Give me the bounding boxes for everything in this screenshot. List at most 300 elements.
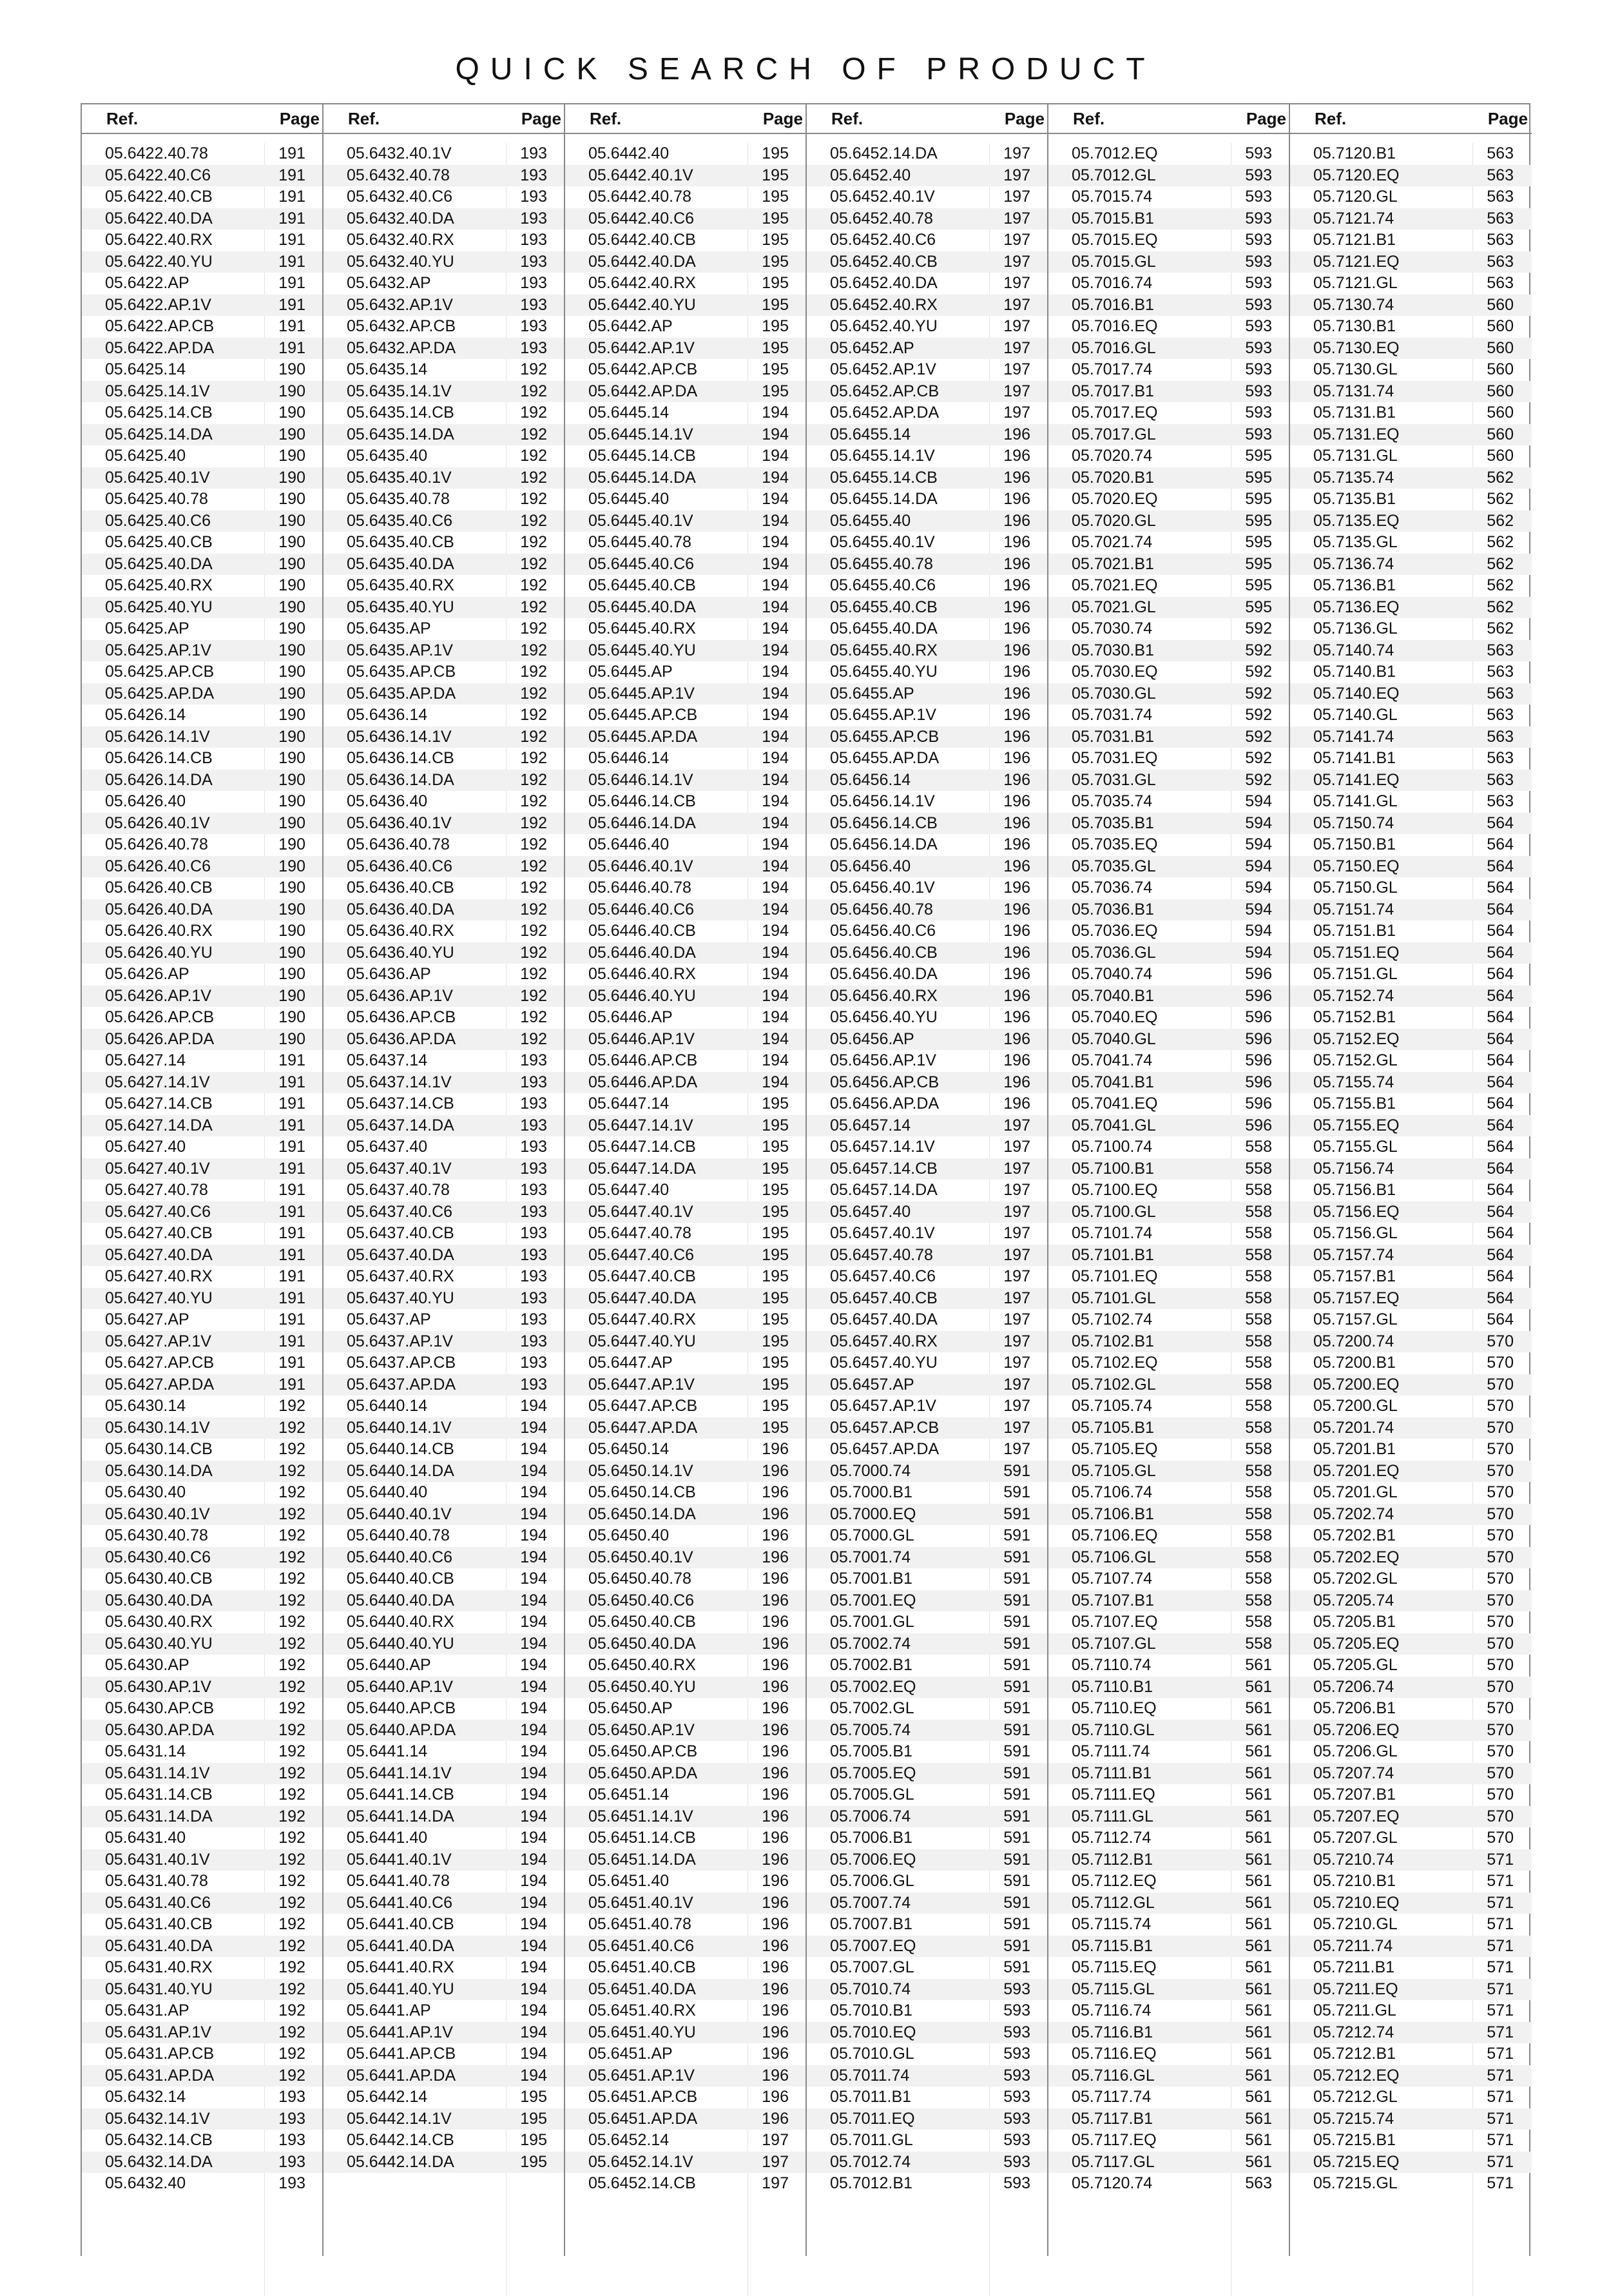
table-row — [565, 445, 807, 467]
page-number: 563 — [1245, 2174, 1272, 2192]
product-ref: 05.7201.B1 — [1313, 1440, 1396, 1458]
table-row — [807, 986, 1048, 1007]
product-ref: 05.6441.14.1V — [347, 1764, 452, 1782]
product-ref: 05.7201.74 — [1313, 1418, 1394, 1437]
product-ref: 05.7150.EQ — [1313, 857, 1400, 875]
page-number: 593 — [1003, 2174, 1030, 2192]
table-row — [807, 1093, 1048, 1115]
table-row — [807, 618, 1048, 640]
page-number: 192 — [520, 813, 547, 832]
product-ref: 05.6425.40 — [105, 447, 186, 465]
table-row — [1048, 2152, 1290, 2174]
product-ref: 05.6431.14.1V — [105, 1764, 210, 1782]
page-number: 558 — [1245, 1483, 1272, 1501]
table-row — [1290, 2152, 1532, 2174]
product-ref: 05.7015.GL — [1072, 252, 1156, 271]
table-row — [1290, 1568, 1532, 1590]
product-ref: 05.7157.74 — [1313, 1245, 1394, 1264]
product-ref: 05.7117.EQ — [1072, 2131, 1157, 2149]
page-number: 196 — [762, 1526, 789, 1544]
product-ref: 05.6426.14.CB — [105, 749, 213, 767]
page-number: 196 — [762, 1591, 789, 1610]
table-row — [323, 316, 565, 338]
product-ref: 05.6442.AP.1V — [588, 338, 695, 357]
page-number: 192 — [278, 1980, 305, 1998]
product-ref: 05.7001.B1 — [830, 1570, 912, 1588]
table-row — [82, 1180, 323, 1202]
page-number: 194 — [520, 1440, 547, 1458]
page-number: 591 — [1003, 1504, 1030, 1523]
page-number: 563 — [1487, 188, 1514, 206]
page-number: 193 — [520, 1310, 547, 1328]
column-header — [323, 103, 565, 134]
table-row — [1048, 2065, 1290, 2087]
page-number: 593 — [1245, 144, 1272, 162]
table-row — [323, 1979, 565, 2001]
page-number: 195 — [762, 1354, 789, 1372]
product-ref: 05.6450.14 — [588, 1440, 670, 1458]
column-header — [82, 103, 323, 134]
product-ref: 05.7006.B1 — [830, 1829, 912, 1847]
product-ref: 05.7210.EQ — [1313, 1893, 1400, 1912]
product-ref: 05.6426.40.YU — [105, 943, 213, 962]
page-number: 570 — [1487, 1807, 1514, 1825]
page-number: 190 — [278, 922, 305, 940]
product-ref: 05.6426.40.C6 — [105, 857, 211, 875]
page-number: 197 — [1003, 1310, 1030, 1328]
page-number: 193 — [520, 317, 547, 335]
table-row — [565, 1720, 807, 1742]
page-number: 196 — [1003, 533, 1030, 551]
table-row — [1290, 1245, 1532, 1267]
table-row — [565, 1396, 807, 1417]
product-ref: 05.7212.B1 — [1313, 2045, 1396, 2063]
page-number: 191 — [278, 1375, 305, 1394]
product-ref: 05.7200.EQ — [1313, 1375, 1400, 1394]
page-number: 561 — [1245, 1699, 1272, 1717]
table-row — [1290, 1309, 1532, 1331]
product-ref: 05.6455.40.RX — [830, 641, 938, 659]
product-ref: 05.6426.14.DA — [105, 770, 213, 789]
page-number: 558 — [1245, 1267, 1272, 1285]
product-ref: 05.6425.40.RX — [105, 576, 213, 594]
table-row — [807, 1482, 1048, 1504]
product-ref: 05.7207.GL — [1313, 1829, 1398, 1847]
page-number: 571 — [1487, 2152, 1514, 2171]
page-number: 570 — [1487, 1397, 1514, 1415]
product-ref: 05.7141.B1 — [1313, 749, 1396, 767]
table-row — [323, 1482, 565, 1504]
table-row — [1048, 1720, 1290, 1742]
product-ref: 05.7000.B1 — [830, 1483, 912, 1501]
table-row — [323, 229, 565, 251]
table-row — [1290, 2065, 1532, 2087]
table-row — [323, 338, 565, 360]
page-number: 195 — [762, 317, 789, 335]
table-row — [807, 1202, 1048, 1223]
table-row — [323, 920, 565, 942]
page-number: 191 — [278, 1181, 305, 1199]
product-ref: 05.7030.B1 — [1072, 641, 1154, 659]
ref-header: Ref. — [348, 109, 380, 128]
product-ref: 05.6445.AP — [588, 663, 673, 681]
column-separator — [322, 103, 323, 2256]
table-row — [82, 316, 323, 338]
table-row — [807, 2130, 1048, 2152]
table-row — [1048, 1461, 1290, 1483]
page-number: 194 — [762, 1029, 789, 1048]
page-number: 196 — [762, 1742, 789, 1760]
product-ref: 05.7151.EQ — [1313, 943, 1400, 962]
product-ref: 05.6426.40.CB — [105, 879, 213, 897]
table-row — [1048, 1396, 1290, 1417]
product-ref: 05.6432.40.DA — [347, 209, 454, 228]
table-row — [565, 1202, 807, 1223]
product-ref: 05.6442.14 — [347, 2088, 428, 2106]
page-number: 195 — [762, 295, 789, 314]
product-ref: 05.6445.14.1V — [588, 425, 693, 443]
product-ref: 05.7010.74 — [830, 1980, 911, 1998]
page-number: 196 — [1003, 641, 1030, 659]
product-ref: 05.7121.B1 — [1313, 231, 1396, 249]
product-ref: 05.6425.AP.DA — [105, 684, 215, 703]
page-number: 564 — [1487, 943, 1514, 962]
table-row — [323, 834, 565, 856]
product-ref: 05.6431.14.DA — [105, 1807, 213, 1825]
product-ref: 05.6431.14 — [105, 1742, 186, 1760]
table-row — [82, 511, 323, 532]
table-row — [565, 1806, 807, 1828]
page-number: 192 — [520, 576, 547, 594]
page-number: 190 — [278, 1008, 305, 1026]
product-ref: 05.6455.40.CB — [830, 598, 938, 616]
product-ref: 05.6440.40.DA — [347, 1591, 454, 1610]
product-ref: 05.6445.40.1V — [588, 511, 693, 530]
page-number: 591 — [1003, 1958, 1030, 1976]
table-row — [807, 2173, 1048, 2195]
page-number: 192 — [520, 533, 547, 551]
product-ref: 05.7102.GL — [1072, 1375, 1156, 1394]
product-ref: 05.6442.40 — [588, 144, 670, 162]
table-row — [323, 1093, 565, 1115]
page-number: 191 — [278, 1073, 305, 1091]
page-number: 561 — [1245, 1656, 1272, 1674]
table-row — [323, 273, 565, 295]
page-number: 594 — [1245, 943, 1272, 962]
table-row — [1048, 661, 1290, 683]
product-ref: 05.6425.40.CB — [105, 533, 213, 551]
product-ref: 05.6430.AP.DA — [105, 1720, 215, 1739]
product-ref: 05.6435.40.78 — [347, 490, 450, 508]
table-row — [1290, 1482, 1532, 1504]
product-ref: 05.7105.B1 — [1072, 1418, 1154, 1437]
table-row — [565, 1007, 807, 1029]
page-number: 197 — [1003, 360, 1030, 378]
product-ref: 05.6446.40.CB — [588, 922, 696, 940]
table-row — [323, 2000, 565, 2022]
product-ref: 05.6430.14.CB — [105, 1440, 213, 1458]
table-row — [565, 2173, 807, 2195]
table-row — [1290, 1093, 1532, 1115]
product-ref: 05.7021.EQ — [1072, 576, 1158, 594]
product-ref: 05.7035.EQ — [1072, 835, 1158, 853]
product-ref: 05.6436.14.DA — [347, 770, 454, 789]
page-number: 194 — [520, 1526, 547, 1544]
table-row — [323, 1892, 565, 1914]
page-number: 595 — [1245, 468, 1272, 487]
table-row — [323, 381, 565, 403]
page-number: 193 — [278, 2088, 305, 2106]
page-number: 192 — [520, 447, 547, 465]
product-ref: 05.6430.40.1V — [105, 1504, 210, 1523]
page-number: 190 — [278, 879, 305, 897]
page-number: 192 — [520, 684, 547, 703]
table-row — [1048, 791, 1290, 813]
table-row — [1048, 1741, 1290, 1763]
page-number: 192 — [278, 1504, 305, 1523]
product-ref: 05.6432.40.78 — [347, 166, 450, 184]
page-number: 591 — [1003, 1526, 1030, 1544]
table-row — [565, 1050, 807, 1072]
page-number: 197 — [1003, 1332, 1030, 1350]
product-ref: 05.6442.40.RX — [588, 274, 696, 292]
table-row — [323, 1115, 565, 1137]
page-number: 564 — [1487, 1224, 1514, 1242]
page-number: 192 — [278, 1461, 305, 1480]
table-row — [82, 251, 323, 273]
table-row — [1048, 532, 1290, 554]
product-ref: 05.6427.AP.1V — [105, 1332, 211, 1350]
table-row — [1290, 1784, 1532, 1806]
table-row — [1048, 1547, 1290, 1569]
page-number: 571 — [1487, 2109, 1514, 2128]
table-row — [1048, 1914, 1290, 1936]
page-number: 594 — [1245, 857, 1272, 875]
product-ref: 05.7002.74 — [830, 1634, 911, 1653]
page-number: 196 — [1003, 813, 1030, 832]
product-ref: 05.6445.AP.1V — [588, 684, 695, 703]
page-number: 190 — [278, 360, 305, 378]
page-number: 570 — [1487, 1526, 1514, 1544]
page-number: 196 — [762, 1548, 789, 1566]
product-ref: 05.6435.40.DA — [347, 554, 454, 573]
table-row — [1290, 1633, 1532, 1655]
table-row — [82, 597, 323, 619]
product-ref: 05.6422.AP — [105, 274, 189, 292]
product-ref: 05.6451.AP.DA — [588, 2109, 698, 2128]
page-number: 192 — [278, 1720, 305, 1739]
product-ref: 05.6456.40.YU — [830, 1008, 938, 1026]
page-number: 191 — [278, 274, 305, 292]
product-ref: 05.6446.14.DA — [588, 813, 696, 832]
page-number: 194 — [762, 727, 789, 746]
page-number: 193 — [520, 166, 547, 184]
page-number: 596 — [1245, 1073, 1272, 1091]
table-row — [807, 381, 1048, 403]
product-ref: 05.7110.EQ — [1072, 1699, 1157, 1717]
page-number: 192 — [278, 2023, 305, 2041]
table-row — [82, 2000, 323, 2022]
product-ref: 05.6440.14.DA — [347, 1461, 454, 1480]
table-row — [1290, 1374, 1532, 1396]
product-ref: 05.7207.74 — [1313, 1764, 1394, 1782]
table-row — [82, 2087, 323, 2108]
page-number: 571 — [1487, 2174, 1514, 2192]
product-ref: 05.6435.14.DA — [347, 425, 454, 443]
product-ref: 05.6446.40 — [588, 835, 670, 853]
page-number: 191 — [278, 1289, 305, 1307]
product-ref: 05.6445.40.RX — [588, 619, 696, 637]
product-ref: 05.6435.AP — [347, 619, 431, 637]
product-ref: 05.7020.B1 — [1072, 468, 1154, 487]
page-number: 591 — [1003, 1613, 1030, 1631]
table-row — [82, 1245, 323, 1267]
product-ref: 05.6437.40.C6 — [347, 1202, 453, 1221]
table-row — [565, 532, 807, 554]
table-row — [1048, 920, 1290, 942]
product-ref: 05.6430.40.YU — [105, 1634, 213, 1653]
product-ref: 05.7130.74 — [1313, 295, 1394, 314]
product-ref: 05.6436.40.DA — [347, 900, 454, 919]
table-row — [1290, 1180, 1532, 1202]
product-ref: 05.6437.40.78 — [347, 1181, 450, 1199]
table-row — [323, 964, 565, 986]
table-row — [807, 2087, 1048, 2108]
page-number: 192 — [520, 641, 547, 659]
product-ref: 05.6447.AP.CB — [588, 1397, 698, 1415]
page-number: 560 — [1487, 317, 1514, 335]
product-ref: 05.6456.40.1V — [830, 879, 935, 897]
table-row — [807, 143, 1048, 165]
page-number: 194 — [520, 1764, 547, 1782]
page-number: 196 — [762, 1483, 789, 1501]
column-header — [807, 103, 1048, 134]
table-row — [807, 1072, 1048, 1094]
page-number: 196 — [1003, 986, 1030, 1005]
product-ref: 05.7130.B1 — [1313, 317, 1396, 335]
page-number: 561 — [1245, 1677, 1272, 1696]
table-row — [1290, 1763, 1532, 1785]
table-row — [1290, 942, 1532, 964]
page-number: 596 — [1245, 965, 1272, 983]
product-ref: 05.6427.40.1V — [105, 1159, 210, 1178]
table-row — [807, 834, 1048, 856]
table-row — [323, 186, 565, 208]
product-ref: 05.6452.40.78 — [830, 209, 933, 228]
product-ref: 05.6451.40.78 — [588, 1915, 691, 1933]
row-list — [82, 143, 323, 2195]
table-row — [1048, 1806, 1290, 1828]
table-row — [807, 467, 1048, 489]
table-row — [82, 402, 323, 424]
page-number: 190 — [278, 792, 305, 810]
page-number: 194 — [762, 900, 789, 919]
page-number: 197 — [1003, 1116, 1030, 1134]
product-ref: 05.6452.AP.DA — [830, 404, 940, 422]
product-ref: 05.6457.14.CB — [830, 1159, 938, 1178]
page-number: 194 — [762, 770, 789, 789]
page-number: 592 — [1245, 684, 1272, 703]
product-ref: 05.6455.40.YU — [830, 663, 938, 681]
page-number: 192 — [520, 792, 547, 810]
table-row — [1048, 1568, 1290, 1590]
product-ref: 05.7157.EQ — [1313, 1289, 1400, 1307]
table-row — [1048, 1180, 1290, 1202]
page-number: 560 — [1487, 295, 1514, 314]
page-number: 193 — [520, 1159, 547, 1178]
product-ref: 05.7012.74 — [830, 2152, 911, 2171]
product-ref: 05.7202.B1 — [1313, 1526, 1396, 1544]
table-row — [1290, 1914, 1532, 1936]
page-number: 596 — [1245, 1029, 1272, 1048]
table-row — [323, 1288, 565, 1310]
page-number: 190 — [278, 554, 305, 573]
page-number: 564 — [1487, 922, 1514, 940]
table-row — [1048, 489, 1290, 511]
product-ref: 05.7006.74 — [830, 1807, 911, 1825]
table-row — [82, 381, 323, 403]
table-row — [323, 1504, 565, 1526]
table-row — [1048, 467, 1290, 489]
product-ref: 05.7150.GL — [1313, 879, 1398, 897]
table-row — [323, 2152, 565, 2174]
table-row — [565, 986, 807, 1007]
table-row — [323, 2087, 565, 2108]
table-row — [323, 1396, 565, 1417]
table-row — [1290, 920, 1532, 942]
product-ref: 05.7110.74 — [1072, 1656, 1152, 1674]
table-row — [1048, 1158, 1290, 1180]
page-number: 594 — [1245, 879, 1272, 897]
table-row — [565, 1568, 807, 1590]
table-row — [565, 1223, 807, 1245]
page-number: 190 — [278, 965, 305, 983]
table-row — [82, 1936, 323, 1958]
column-header — [1290, 103, 1532, 134]
product-ref: 05.7200.GL — [1313, 1397, 1398, 1415]
page-number: 591 — [1003, 1829, 1030, 1847]
page-number: 592 — [1245, 706, 1272, 724]
table-row — [82, 208, 323, 230]
product-ref: 05.7121.GL — [1313, 274, 1398, 292]
table-row — [323, 1655, 565, 1677]
page-number: 192 — [520, 900, 547, 919]
page-number: 191 — [278, 1354, 305, 1372]
page-number: 595 — [1245, 554, 1272, 573]
table-row — [82, 942, 323, 964]
product-ref: 05.7017.B1 — [1072, 382, 1154, 400]
product-ref: 05.6425.AP.1V — [105, 641, 211, 659]
table-row — [82, 1611, 323, 1633]
table-row — [323, 1849, 565, 1871]
page-number: 194 — [520, 1461, 547, 1480]
product-ref: 05.7100.74 — [1072, 1138, 1153, 1156]
product-ref: 05.6441.40.C6 — [347, 1893, 453, 1912]
table-row — [82, 683, 323, 705]
index-column — [1048, 103, 1290, 2256]
page-number: 562 — [1487, 533, 1514, 551]
page-number: 563 — [1487, 252, 1514, 271]
table-row — [323, 1158, 565, 1180]
product-ref: 05.7206.EQ — [1313, 1720, 1400, 1739]
table-row — [323, 1223, 565, 1245]
product-ref: 05.7030.EQ — [1072, 663, 1158, 681]
product-ref: 05.6456.40.C6 — [830, 922, 936, 940]
product-ref: 05.6451.40.1V — [588, 1893, 693, 1912]
table-row — [82, 1461, 323, 1483]
table-row — [565, 295, 807, 316]
product-ref: 05.7030.GL — [1072, 684, 1156, 703]
